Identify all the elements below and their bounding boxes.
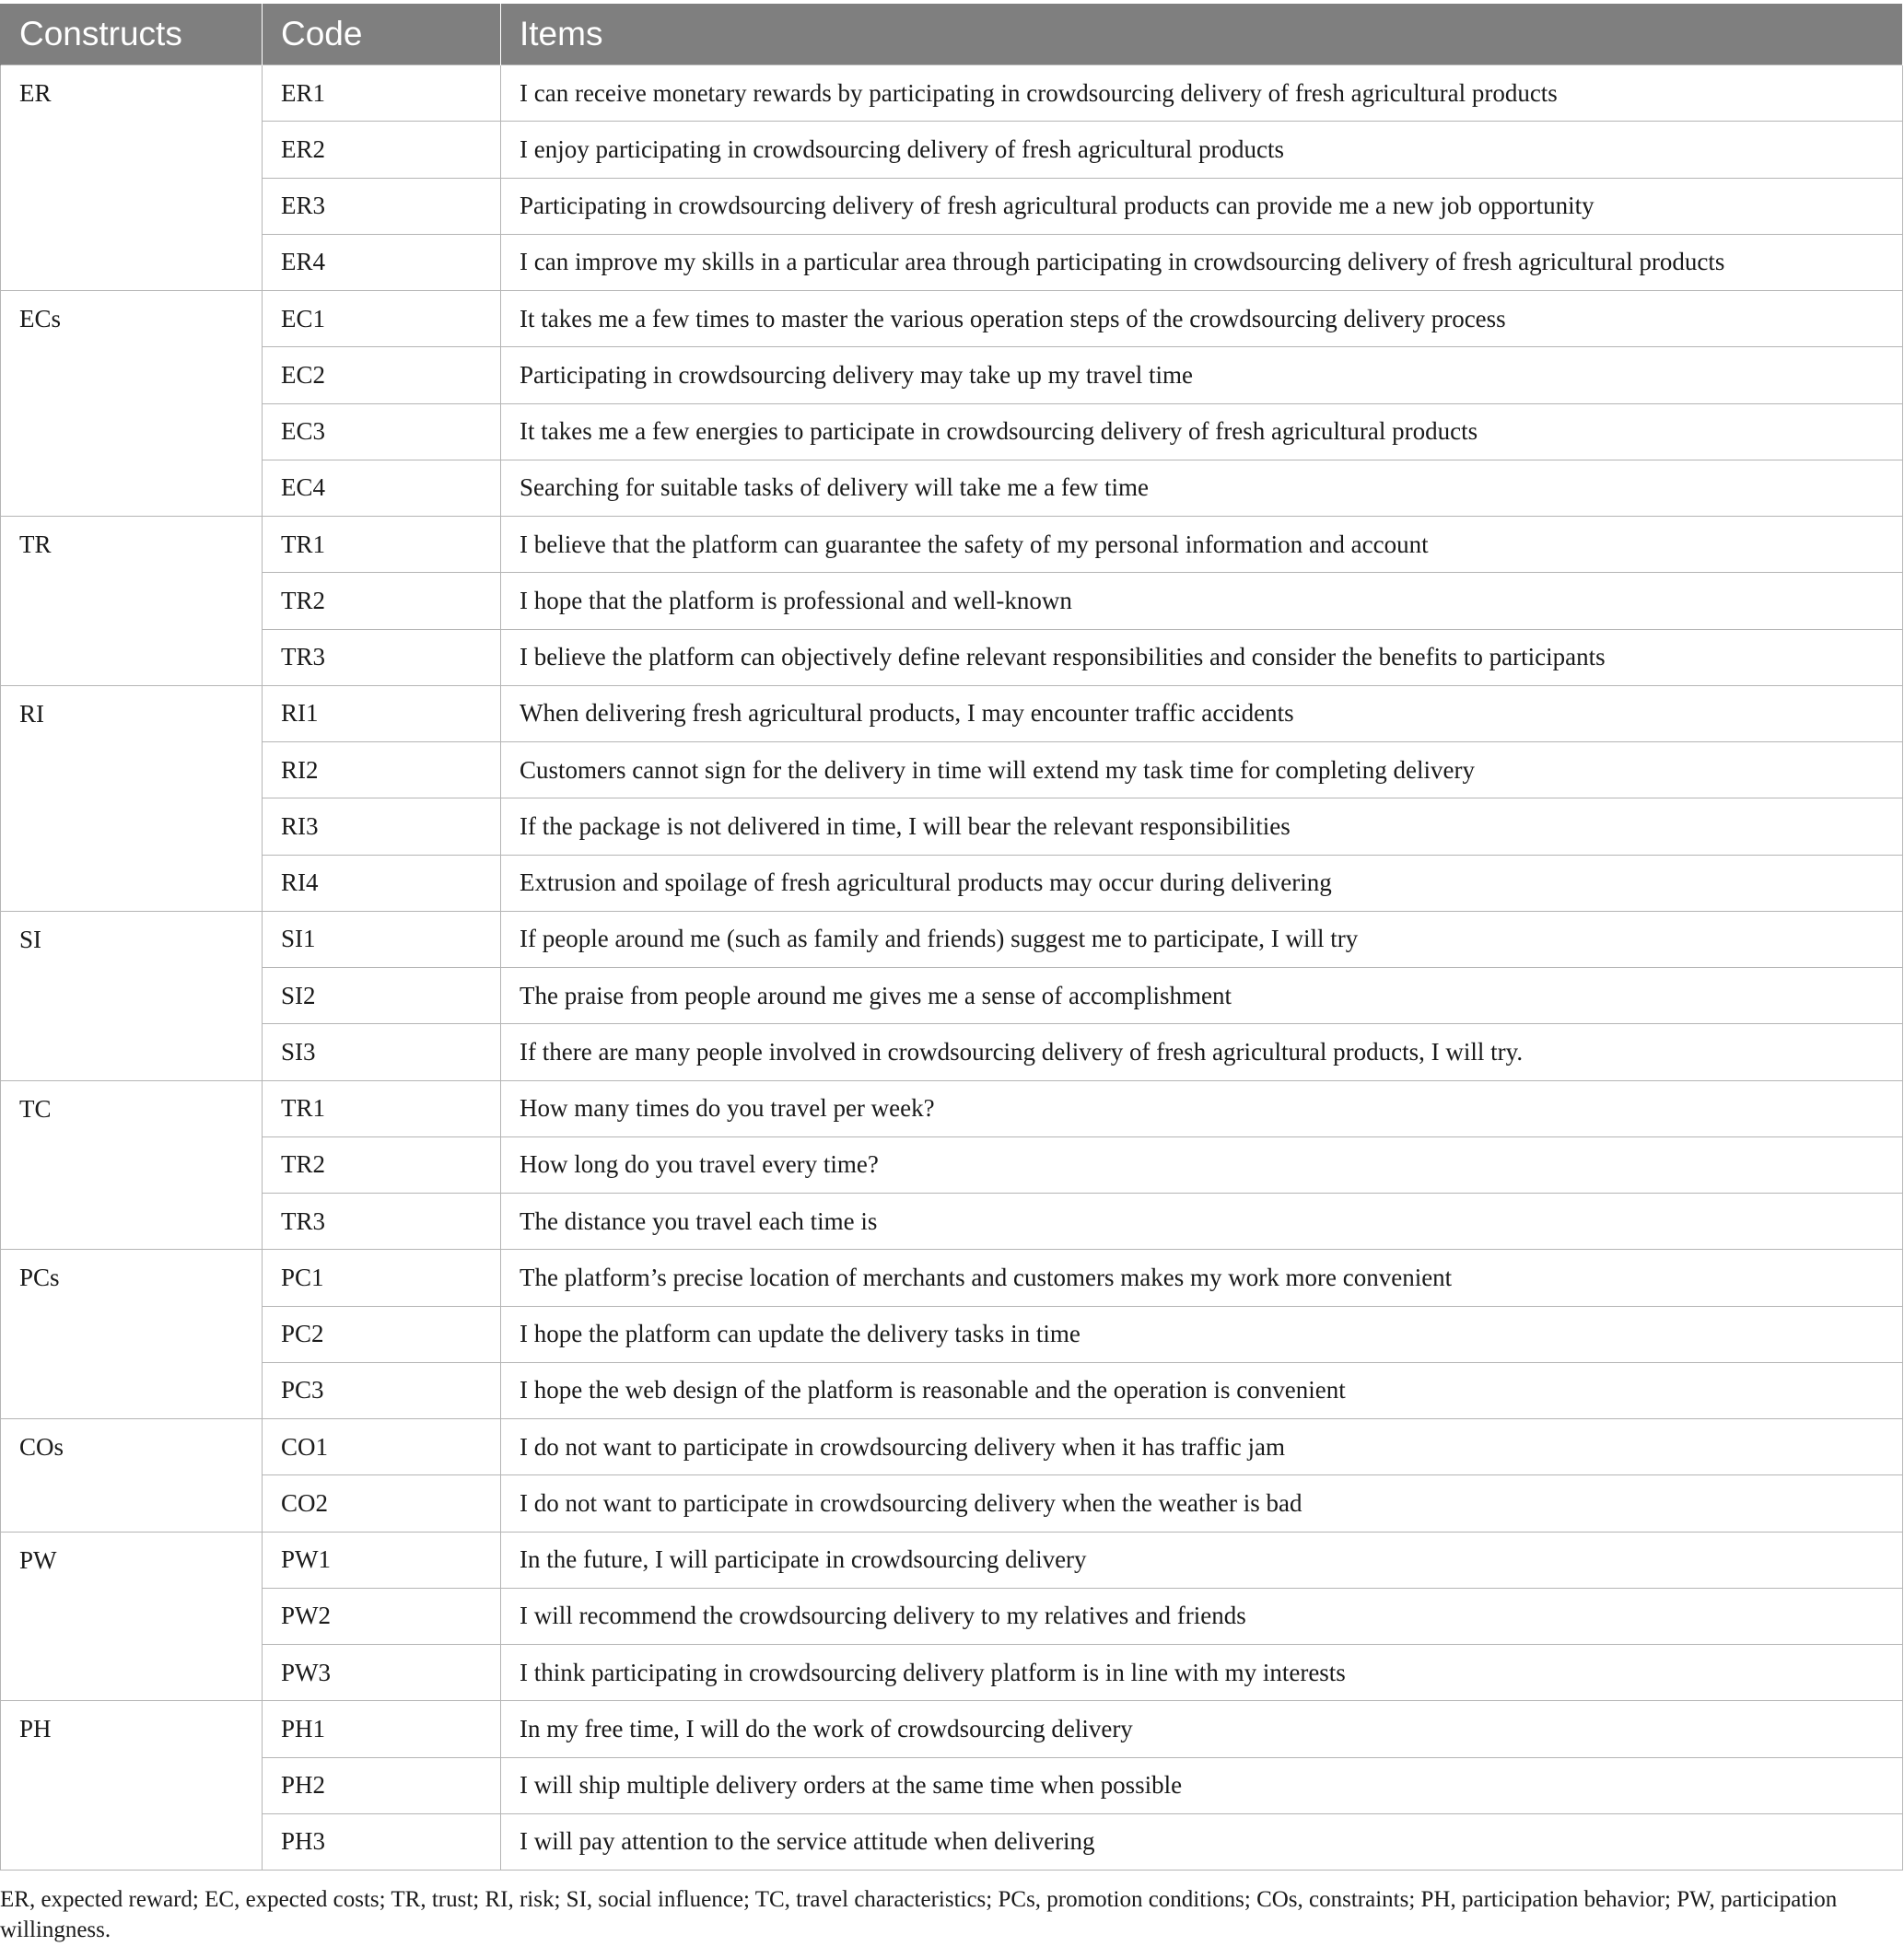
code-cell: ER4: [263, 234, 501, 290]
table-row: [1, 1080, 1903, 1136]
header-constructs: Constructs: [1, 4, 263, 65]
table-body: [1, 65, 1903, 1871]
item-cell: Extrusion and spoilage of fresh agricultural products may occur during delivering: [501, 855, 1903, 911]
construct-cell: ER: [1, 65, 263, 291]
header-row: [1, 4, 1903, 65]
item-cell: How long do you travel every time?: [501, 1136, 1903, 1193]
table-row: [1, 855, 1903, 911]
item-cell: If people around me (such as family and friends) suggest me to participate, I will try: [501, 911, 1903, 967]
item-cell: I believe the platform can objectively define relevant responsibilities and consider the benefits to participants: [501, 629, 1903, 685]
construct-cell: TR: [1, 517, 263, 686]
item-cell: Participating in crowdsourcing delivery may take up my travel time: [501, 347, 1903, 403]
table-row: [1, 629, 1903, 685]
table-row: [1, 291, 1903, 347]
table-header: [1, 4, 1903, 65]
construct-cell: ECs: [1, 291, 263, 517]
code-cell: PH1: [263, 1701, 501, 1757]
item-cell: I will recommend the crowdsourcing delivery to my relatives and friends: [501, 1588, 1903, 1644]
item-cell: I do not want to participate in crowdsourcing delivery when the weather is bad: [501, 1475, 1903, 1532]
code-cell: SI3: [263, 1024, 501, 1080]
item-cell: I hope the platform can update the delivery tasks in time: [501, 1306, 1903, 1362]
code-cell: SI2: [263, 968, 501, 1024]
construct-cell: RI: [1, 685, 263, 911]
code-cell: EC1: [263, 291, 501, 347]
item-cell: The praise from people around me gives me a sense of accomplishment: [501, 968, 1903, 1024]
table-row: [1, 65, 1903, 122]
code-cell: PW3: [263, 1645, 501, 1701]
item-cell: I hope that the platform is professional and well-known: [501, 573, 1903, 629]
code-cell: PW1: [263, 1532, 501, 1588]
table-row: [1, 1136, 1903, 1193]
table-row: [1, 1813, 1903, 1870]
code-cell: PW2: [263, 1588, 501, 1644]
code-cell: EC3: [263, 403, 501, 460]
item-cell: Customers cannot sign for the delivery in time will extend my task time for completing delivery: [501, 742, 1903, 798]
code-cell: PC1: [263, 1250, 501, 1306]
item-cell: The distance you travel each time is: [501, 1194, 1903, 1250]
construct-cell: SI: [1, 911, 263, 1080]
item-cell: I will pay attention to the service attitude when delivering: [501, 1813, 1903, 1870]
table-row: [1, 403, 1903, 460]
code-cell: RI3: [263, 798, 501, 855]
item-cell: How many times do you travel per week?: [501, 1080, 1903, 1136]
table-row: [1, 798, 1903, 855]
code-cell: RI4: [263, 855, 501, 911]
table-row: [1, 517, 1903, 573]
code-cell: EC4: [263, 460, 501, 516]
constructs-table: [0, 4, 1903, 1871]
code-cell: PC2: [263, 1306, 501, 1362]
code-cell: TR3: [263, 629, 501, 685]
table-row: [1, 1024, 1903, 1080]
construct-cell: COs: [1, 1419, 263, 1533]
code-cell: EC2: [263, 347, 501, 403]
item-cell: When delivering fresh agricultural products, I may encounter traffic accidents: [501, 685, 1903, 741]
code-cell: RI2: [263, 742, 501, 798]
item-cell: If there are many people involved in crowdsourcing delivery of fresh agricultural products, I will try.: [501, 1024, 1903, 1080]
table-row: [1, 573, 1903, 629]
table-footnote: ER, expected reward; EC, expected costs; TR, trust; RI, risk; SI, social influence; TC, travel characteristics; PCs, promotion conditions; COs, constraints; PH, participation behavior; PW, participation willingness.: [0, 1887, 1838, 1942]
table-row: [1, 742, 1903, 798]
code-cell: CO2: [263, 1475, 501, 1532]
table-row: [1, 122, 1903, 178]
code-cell: TR3: [263, 1194, 501, 1250]
item-cell: I do not want to participate in crowdsourcing delivery when it has traffic jam: [501, 1419, 1903, 1475]
table-row: [1, 1419, 1903, 1475]
item-cell: I can improve my skills in a particular area through participating in crowdsourcing delivery of fresh agricultural products: [501, 234, 1903, 290]
table-row: [1, 1757, 1903, 1813]
item-cell: I hope the web design of the platform is reasonable and the operation is convenient: [501, 1362, 1903, 1418]
table-row: [1, 685, 1903, 741]
item-cell: Participating in crowdsourcing delivery of fresh agricultural products can provide me a new job opportunity: [501, 178, 1903, 234]
item-cell: If the package is not delivered in time, I will bear the relevant responsibilities: [501, 798, 1903, 855]
table-row: [1, 1588, 1903, 1644]
table-row: [1, 1362, 1903, 1418]
code-cell: TR1: [263, 517, 501, 573]
construct-cell: PH: [1, 1701, 263, 1871]
code-cell: CO1: [263, 1419, 501, 1475]
item-cell: It takes me a few energies to participate in crowdsourcing delivery of fresh agricultural products: [501, 403, 1903, 460]
item-cell: It takes me a few times to master the various operation steps of the crowdsourcing delivery process: [501, 291, 1903, 347]
item-cell: I believe that the platform can guarantee the safety of my personal information and account: [501, 517, 1903, 573]
constructs-table-container: [0, 4, 1902, 1871]
code-cell: TR2: [263, 1136, 501, 1193]
code-cell: PC3: [263, 1362, 501, 1418]
table-row: [1, 1701, 1903, 1757]
item-cell: I enjoy participating in crowdsourcing delivery of fresh agricultural products: [501, 122, 1903, 178]
item-cell: Searching for suitable tasks of delivery will take me a few time: [501, 460, 1903, 516]
item-cell: I can receive monetary rewards by participating in crowdsourcing delivery of fresh agricultural products: [501, 65, 1903, 122]
code-cell: TR2: [263, 573, 501, 629]
code-cell: PH2: [263, 1757, 501, 1813]
table-row: [1, 178, 1903, 234]
table-row: [1, 347, 1903, 403]
table-row: [1, 1475, 1903, 1532]
construct-cell: PW: [1, 1532, 263, 1701]
table-row: [1, 1194, 1903, 1250]
code-cell: TR1: [263, 1080, 501, 1136]
table-row: [1, 968, 1903, 1024]
construct-cell: TC: [1, 1080, 263, 1250]
item-cell: I think participating in crowdsourcing delivery platform is in line with my interests: [501, 1645, 1903, 1701]
item-cell: The platform’s precise location of merchants and customers makes my work more convenient: [501, 1250, 1903, 1306]
construct-cell: PCs: [1, 1250, 263, 1419]
item-cell: I will ship multiple delivery orders at the same time when possible: [501, 1757, 1903, 1813]
code-cell: PH3: [263, 1813, 501, 1870]
code-cell: RI1: [263, 685, 501, 741]
table-row: [1, 1306, 1903, 1362]
header-items: Items: [501, 4, 1903, 65]
item-cell: In my free time, I will do the work of crowdsourcing delivery: [501, 1701, 1903, 1757]
table-row: [1, 234, 1903, 290]
code-cell: ER1: [263, 65, 501, 122]
table-row: [1, 1250, 1903, 1306]
item-cell: In the future, I will participate in crowdsourcing delivery: [501, 1532, 1903, 1588]
table-row: [1, 460, 1903, 516]
table-row: [1, 1532, 1903, 1588]
header-code: Code: [263, 4, 501, 65]
table-row: [1, 911, 1903, 967]
code-cell: SI1: [263, 911, 501, 967]
table-row: [1, 1645, 1903, 1701]
code-cell: ER3: [263, 178, 501, 234]
code-cell: ER2: [263, 122, 501, 178]
